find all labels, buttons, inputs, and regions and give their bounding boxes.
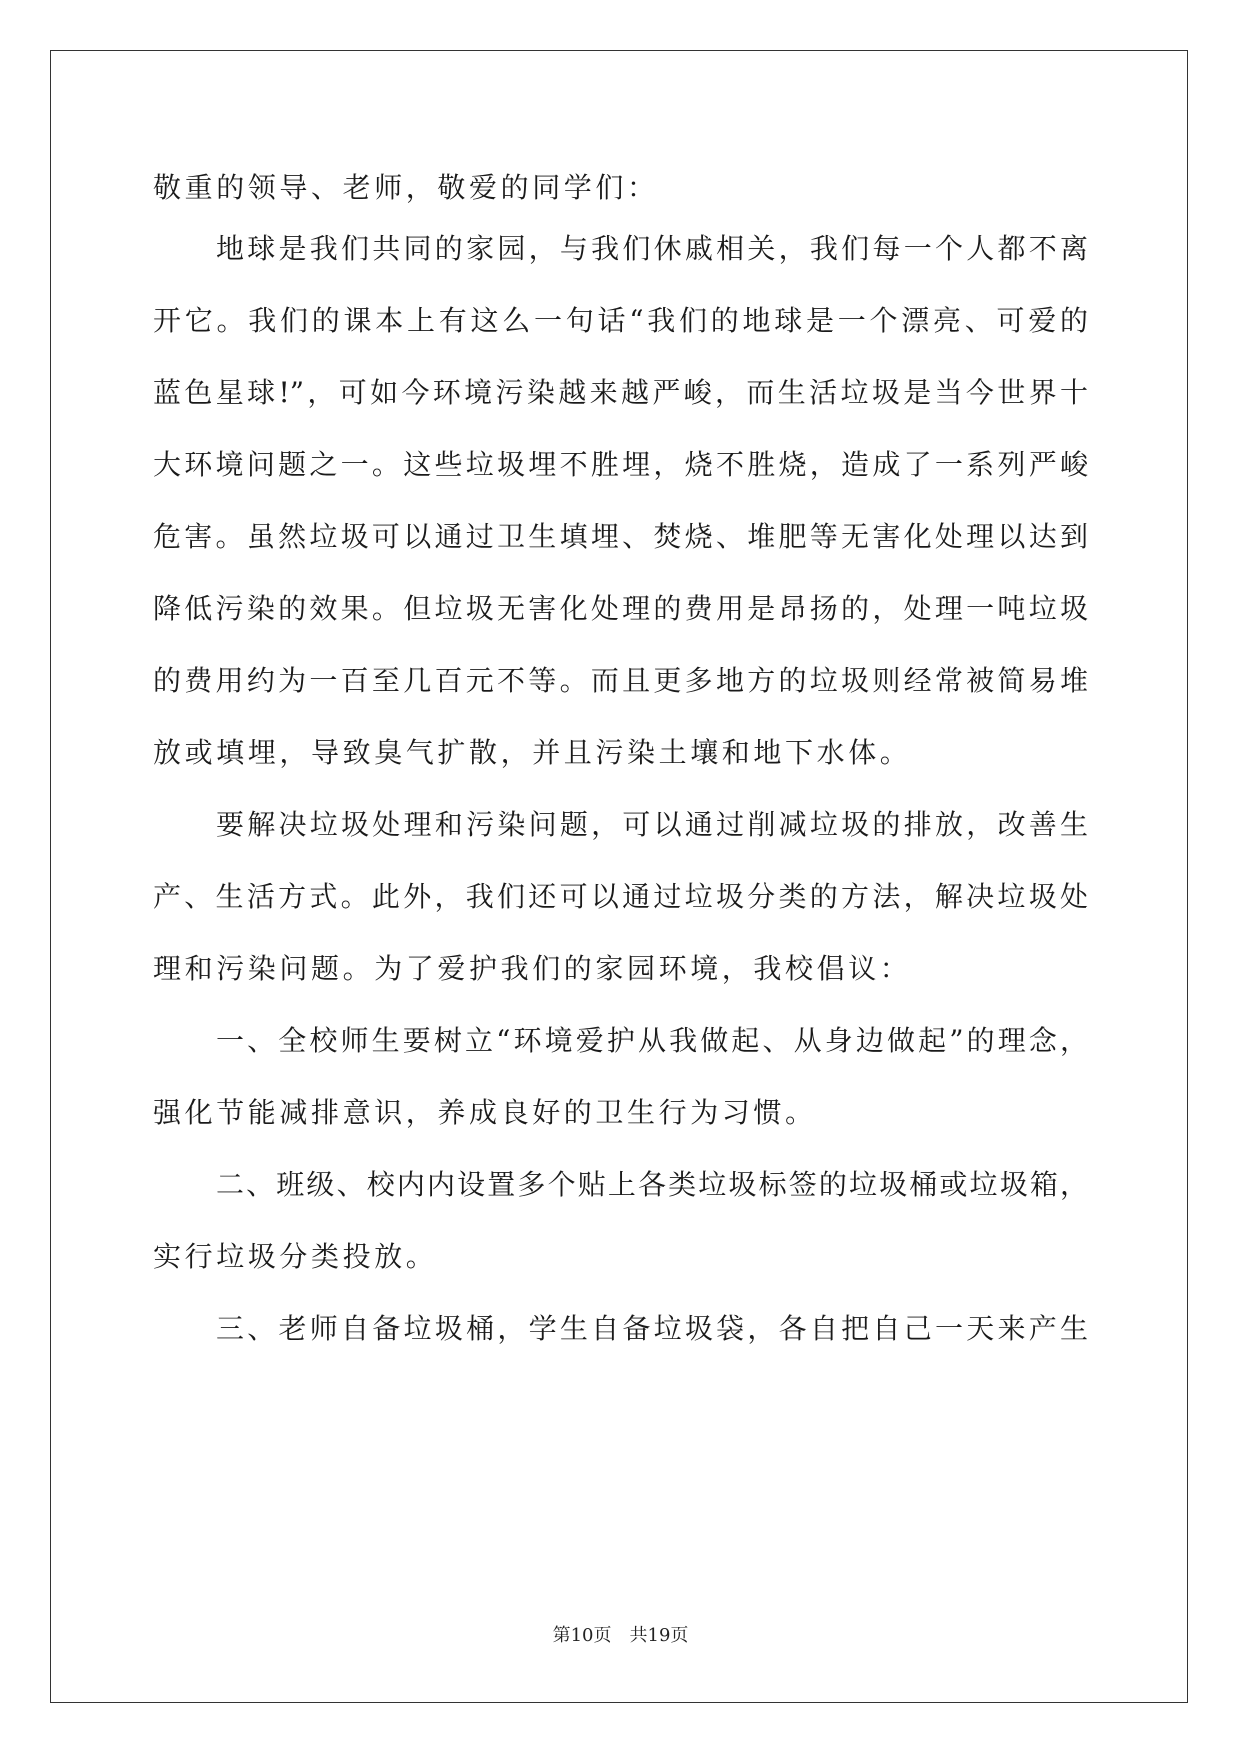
paragraph-line: 的费用约为一百至几百元不等。而且更多地方的垃圾则经常被简易堆 [153,664,1088,697]
paragraph-line: 大环境问题之一。这些垃圾埋不胜埋，烧不胜烧，造成了一系列严峻 [153,448,1088,481]
paragraph-line: 三、老师自备垃圾桶，学生自备垃圾袋，各自把自己一天来产生 [216,1312,1088,1345]
paragraph-line: 强化节能减排意识，养成良好的卫生行为习惯。 [153,1096,817,1129]
paragraph-line: 二、班级、校内内设置多个贴上各类垃圾标签的垃圾桶或垃圾箱， [216,1168,1088,1201]
paragraph-line: 蓝色星球!”，可如今环境污染越来越严峻，而生活垃圾是当今世界十 [153,376,1088,409]
page-number-footer: 第10页 共19页 [552,1625,689,1646]
paragraph-line: 降低污染的效果。但垃圾无害化处理的费用是昂扬的，处理一吨垃圾 [153,592,1088,625]
paragraph-line: 理和污染问题。为了爱护我们的家园环境，我校倡议： [153,952,912,985]
paragraph-line: 要解决垃圾处理和污染问题，可以通过削减垃圾的排放，改善生 [216,808,1088,841]
paragraph-line: 放或填埋，导致臭气扩散，并且污染土壤和地下水体。 [153,736,912,769]
paragraph-line: 危害。虽然垃圾可以通过卫生填埋、焚烧、堆肥等无害化处理以达到 [153,520,1088,553]
paragraph-line: 产、生活方式。此外，我们还可以通过垃圾分类的方法，解决垃圾处 [153,880,1088,913]
salutation: 敬重的领导、老师，敬爱的同学们： [153,171,659,204]
paragraph-line: 地球是我们共同的家园，与我们休戚相关，我们每一个人都不离 [216,232,1088,265]
paragraph-line: 开它。我们的课本上有这么一句话“我们的地球是一个漂亮、可爱的 [153,304,1088,337]
paragraph-line: 实行垃圾分类投放。 [153,1240,438,1273]
paragraph-line: 一、全校师生要树立“环境爱护从我做起、从身边做起”的理念， [216,1024,1088,1057]
